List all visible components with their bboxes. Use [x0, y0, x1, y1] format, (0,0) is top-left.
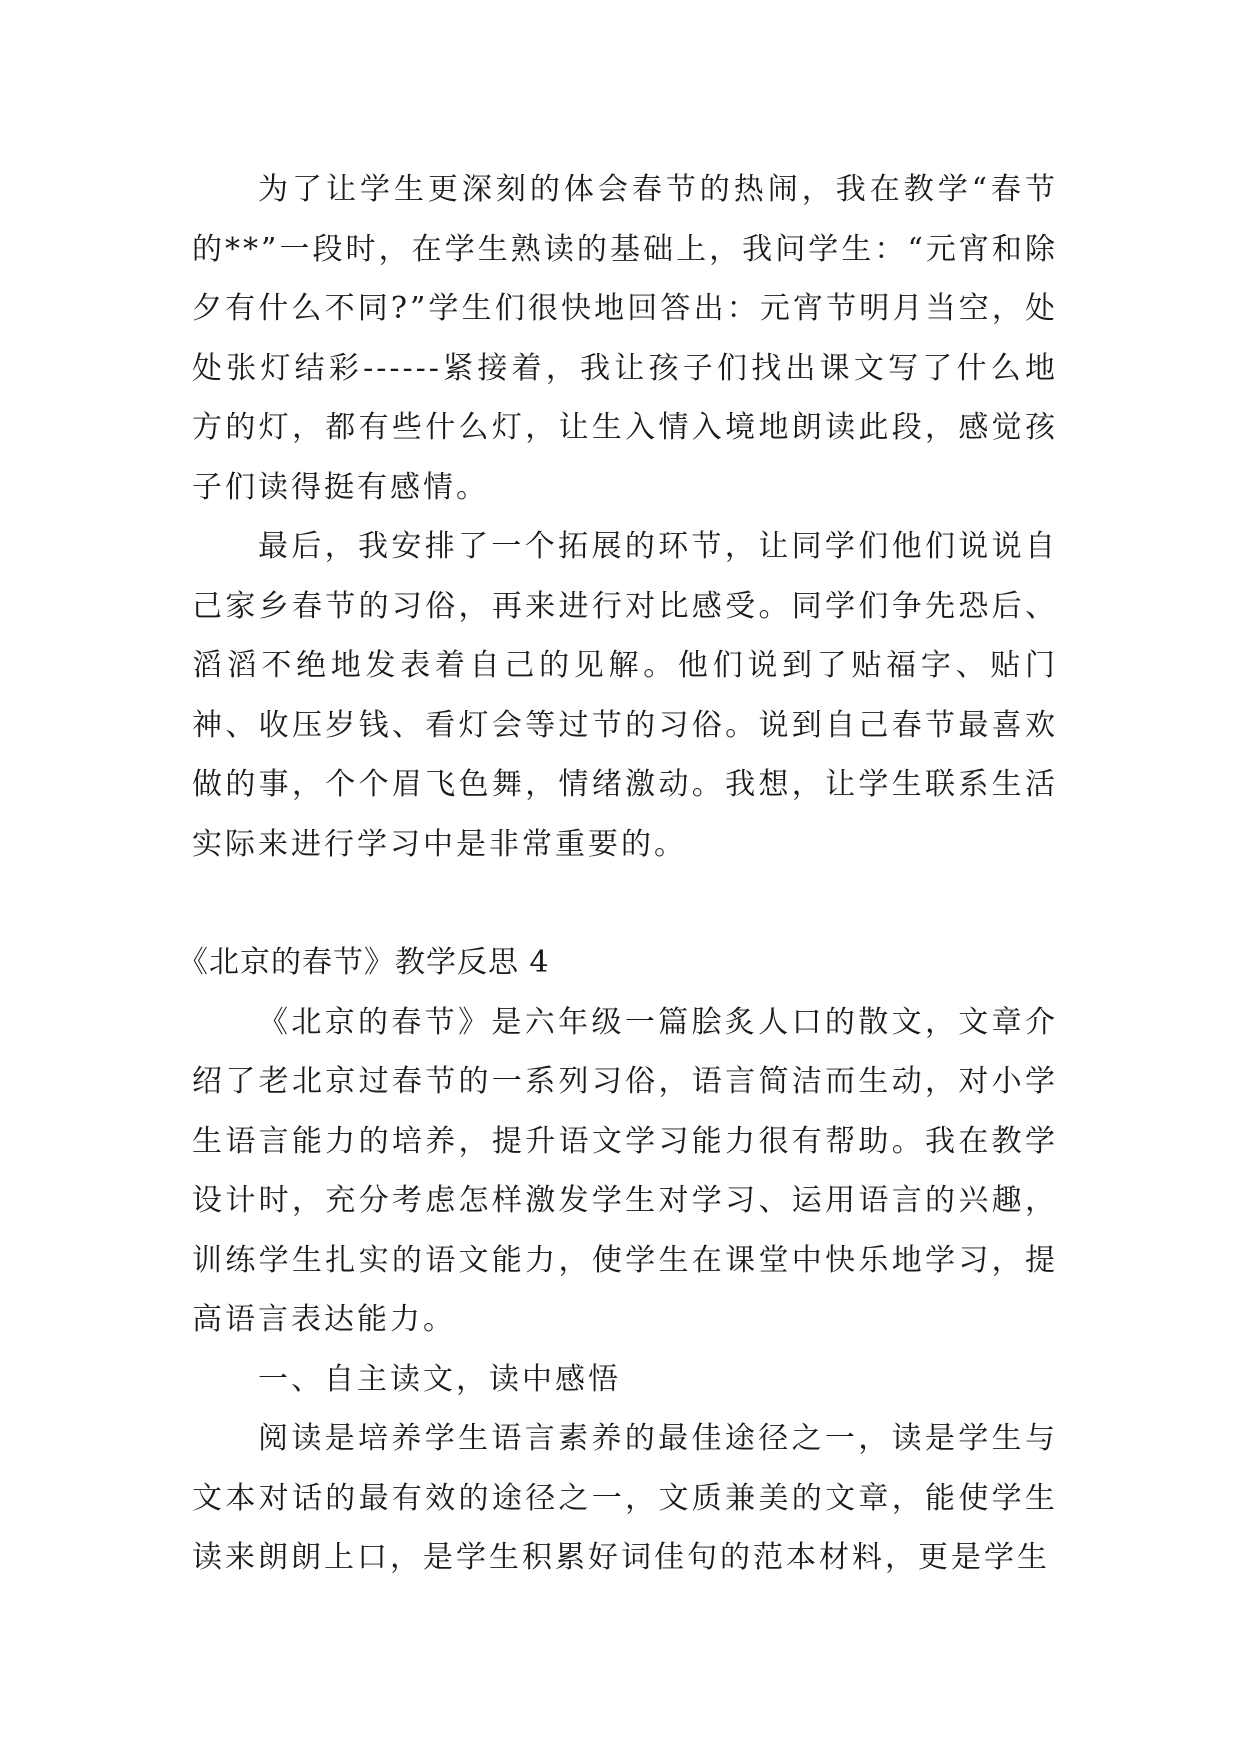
document-page [178, 160, 1058, 1588]
subheading-reading: 一、自主读文，读中感悟 [258, 1361, 621, 1397]
paragraph-reading: 阅读是培养学生语言素养的最佳途径之一，读是学生与文本对话的最有效的途径之一，文质兼美的文章，能使学生读来朗朗上口，是学生积累好词佳句的范本材料，更是学生 [192, 1421, 1058, 1575]
paragraph-lantern-festival: 为了让学生更深刻的体会春节的热闹，我在教学“春节的**”一段时，在学生熟读的基础上，我问学生：“元宵和除夕有什么不同?”学生们很快地回答出：元宵节明月当空，处处张灯结彩------紧接着，我让孩子们找出课文写了什么地方的灯，都有些什么灯，让生入情入境地朗读此段，感觉孩子们读得挺有感情。 [192, 172, 1058, 505]
section-title: 《北京的春节》教学反思 4 [178, 945, 550, 980]
section-spacer [192, 874, 1058, 933]
paragraph-section-intro: 《北京的春节》是六年级一篇脍炙人口的散文，文章介绍了老北京过春节的一系列习俗，语言简洁而生动，对小学生语言能力的培养，提升语文学习能力很有帮助。我在教学设计时，充分考虑怎样激发学生对学习、运用语言的兴趣，训练学生扎实的语文能力，使学生在课堂中快乐地学习，提高语言表达能力。 [192, 1004, 1058, 1337]
paragraph-extension-activity: 最后，我安排了一个拓展的环节，让同学们他们说说自己家乡春节的习俗，再来进行对比感受。同学们争先恐后、滔滔不绝地发表着自己的见解。他们说到了贴福字、贴门神、收压岁钱、看灯会等过节的习俗。说到自己春节最喜欢做的事，个个眉飞色舞，情绪激动。我想，让学生联系生活实际来进行学习中是非常重要的。 [192, 529, 1058, 862]
